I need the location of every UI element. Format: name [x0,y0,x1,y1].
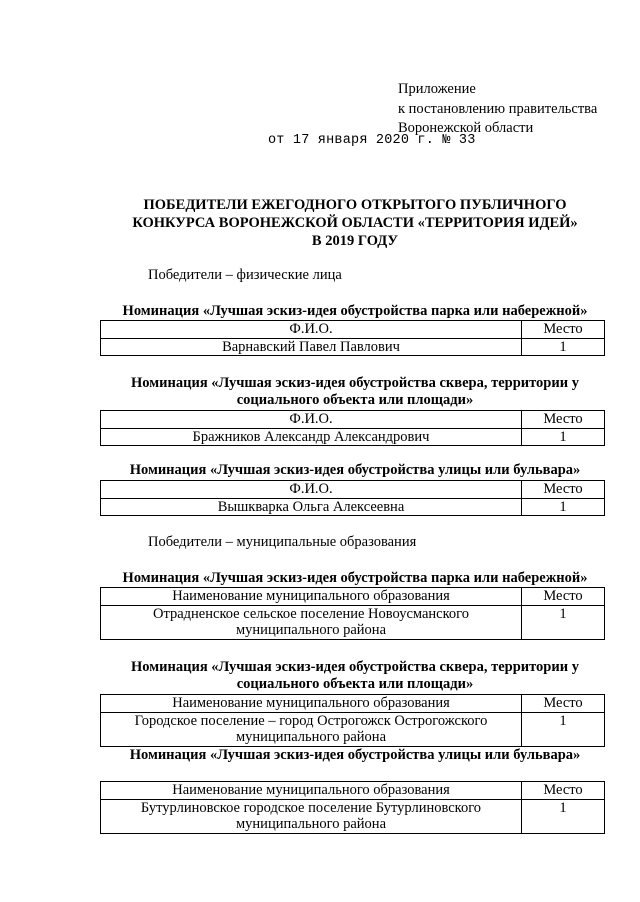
column-header-place: Место [522,481,605,499]
nomination-title-line-1: Номинация «Лучшая эскиз-идея обустройства сквера, территории у [131,659,579,675]
winner-place: 1 [522,498,605,516]
title-line-2: КОНКУРСА ВОРОНЕЖСКОЙ ОБЛАСТИ «ТЕРРИТОРИЯ ИДЕЙ» [132,215,578,231]
winners-table [100,320,605,356]
winner-place: 1 [522,428,605,446]
column-header-place: Место [522,782,605,800]
winner-place: 1 [522,338,605,356]
winner-name: Варнавский Павел Павлович [101,338,522,356]
title-line-1: ПОБЕДИТЕЛИ ЕЖЕГОДНОГО ОТКРЫТОГО ПУБЛИЧНОГО [143,197,567,213]
column-header-name: Наименование муниципального образования [101,782,522,800]
column-header-name: Наименование муниципального образования [101,695,522,713]
winner-name-line-2: муниципального района [236,816,386,832]
appendix-block [398,80,597,139]
winner-name: Бражников Александр Александрович [101,428,522,446]
winner-name-line-1: Бутурлиновское городское поселение Бутурлиновского [140,799,482,816]
column-header-name: Ф.И.О. [101,481,522,499]
title-line-3: В 2019 ГОДУ [311,233,399,249]
winner-name [101,712,522,746]
winners-table [100,480,605,516]
winner-name: Вышкварка Ольга Алексеевна [101,498,522,516]
appendix-line-3: Воронежской области [398,120,534,136]
table-header-row [101,321,605,339]
column-header-place: Место [522,411,605,429]
winner-place: 1 [522,712,605,746]
winner-name [101,605,522,639]
winners-table [100,410,605,446]
appendix-line-2: к постановлению правительства [398,100,598,117]
winners-table [100,587,605,640]
nomination-title [100,375,610,409]
table-header-row [101,481,605,499]
column-header-name: Наименование муниципального образования [101,588,522,606]
nomination-title-line-2: социального объекта или площади» [236,676,474,692]
winner-name [101,799,522,833]
column-header-place: Место [522,321,605,339]
section-heading-individuals: Победители – физические лица [148,267,342,283]
appendix-line-1: Приложение [398,81,476,97]
winner-name-line-2: муниципального района [236,622,386,638]
nomination-title: Номинация «Лучшая эскиз-идея обустройства парка или набережной» [122,570,588,586]
nomination-title [100,659,610,693]
winners-table [100,694,605,747]
table-row [101,605,605,639]
winner-place: 1 [522,605,605,639]
section-heading-municipal: Победители – муниципальные образования [148,534,417,550]
table-row [101,712,605,746]
column-header-name: Ф.И.О. [101,321,522,339]
nomination-title-line-2: социального объекта или площади» [236,392,474,408]
table-row [101,498,605,516]
table-header-row [101,695,605,713]
column-header-place: Место [522,588,605,606]
nomination-title: Номинация «Лучшая эскиз-идея обустройства улицы или бульвара» [129,462,581,478]
table-row [101,428,605,446]
nomination-title-line-1: Номинация «Лучшая эскиз-идея обустройства сквера, территории у [131,375,579,391]
table-row [101,799,605,833]
decree-date-number: от 17 января 2020 г. № 33 [268,133,476,148]
winner-name-line-2: муниципального района [236,729,386,745]
table-row [101,338,605,356]
winners-table [100,781,605,834]
nomination-title: Номинация «Лучшая эскиз-идея обустройства парка или набережной» [122,303,588,319]
column-header-place: Место [522,695,605,713]
nomination-title: Номинация «Лучшая эскиз-идея обустройства улицы или бульвара» [129,747,581,763]
document-title [100,196,610,250]
winner-name-line-1: Отрадненское сельское поселение Новоусманского [153,605,469,622]
table-header-row [101,411,605,429]
table-header-row [101,588,605,606]
table-header-row [101,782,605,800]
winner-place: 1 [522,799,605,833]
column-header-name: Ф.И.О. [101,411,522,429]
winner-name-line-1: Городское поселение – город Острогожск Острогожского [134,712,488,729]
